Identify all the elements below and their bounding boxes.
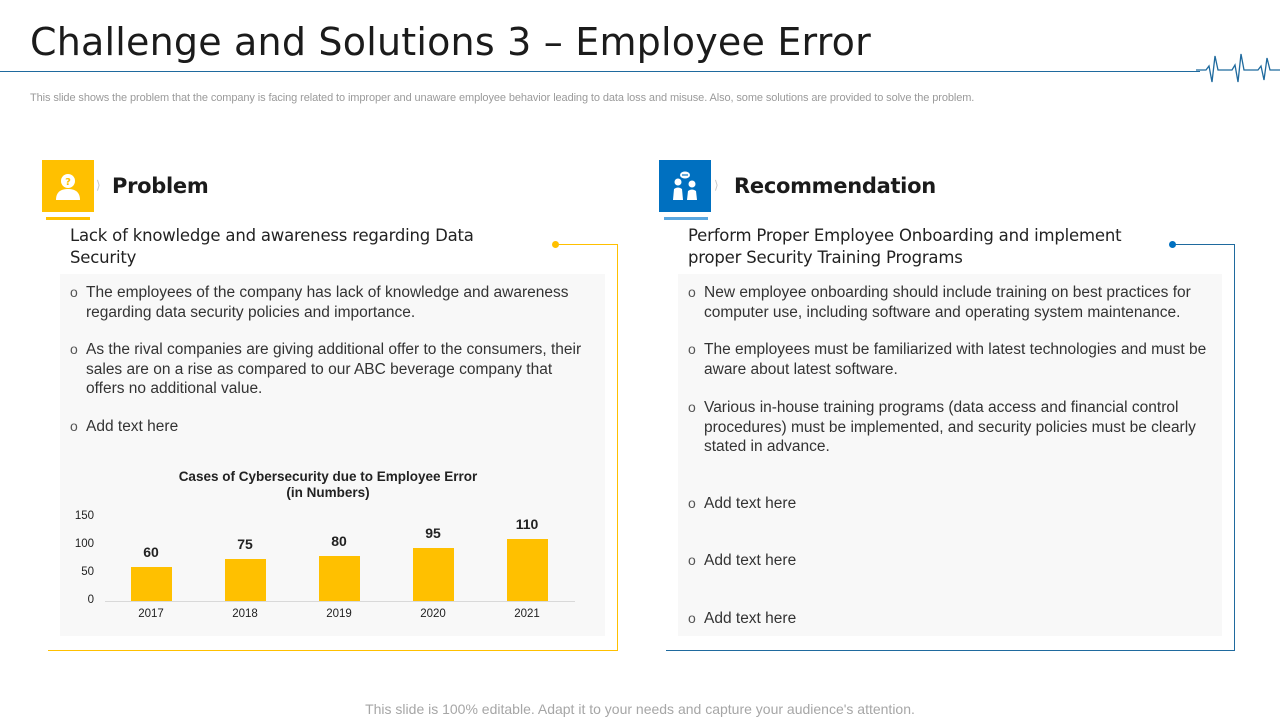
- y-tick-label: 100: [74, 538, 94, 550]
- data-label: 95: [425, 524, 441, 541]
- people-discussion-icon: [668, 170, 702, 202]
- recommendation-frame-bottom: [666, 650, 1235, 651]
- page-title: Challenge and Solutions 3 – Employee Error: [30, 20, 871, 64]
- data-label: 110: [515, 516, 539, 533]
- data-label: 60: [143, 544, 159, 561]
- bar-2017: [131, 567, 172, 601]
- problem-title: Problem: [112, 174, 209, 198]
- list-item: o As the rival companies are giving additional offer to the consumers, their sales are on a rise as compared to our ABC beverage company that offers no additional value.: [70, 341, 582, 397]
- bar-2018: [225, 559, 266, 601]
- bar-2019: [319, 556, 360, 601]
- y-tick-label: 150: [74, 510, 94, 522]
- list-item: o Add text here: [688, 552, 797, 569]
- svg-text:?: ?: [65, 177, 71, 188]
- title-divider: [0, 71, 1200, 72]
- x-tick-label: 2019: [326, 608, 352, 620]
- x-tick-label: 2020: [420, 608, 446, 620]
- page-subtitle: This slide shows the problem that the company is facing related to improper and unaware employee behavior leading to data loss and misuse. Also, some solutions are provided to solve the problem.: [30, 92, 975, 104]
- list-item: o New employee onboarding should include training on best practices for computer use, including software and operating system maintenance.: [688, 284, 1191, 321]
- heartbeat-icon: [1196, 52, 1280, 88]
- list-item: o The employees of the company has lack of knowledge and awareness regarding data security policies and importance.: [70, 284, 569, 321]
- chevron-right-icon: ⟩: [714, 178, 719, 192]
- chevron-right-icon: ⟩: [96, 178, 101, 192]
- chart-x-axis: [105, 601, 575, 602]
- list-item: o Add text here: [688, 495, 797, 512]
- x-tick-label: 2017: [138, 608, 164, 620]
- y-tick-label: 0: [87, 594, 94, 606]
- problem-icon-underline: [46, 217, 90, 220]
- bar-2021: [507, 539, 548, 601]
- recommendation-icon-underline: [664, 217, 708, 220]
- x-tick-label: 2021: [514, 608, 540, 620]
- problem-frame-right: [617, 244, 618, 651]
- list-item: o The employees must be familiarized with latest technologies and must be aware about latest software.: [688, 341, 1207, 378]
- y-tick-label: 50: [81, 566, 94, 578]
- recommendation-frame-dot: [1169, 241, 1176, 248]
- recommendation-lead: Perform Proper Employee Onboarding and implement proper Security Training Programs: [688, 226, 1122, 267]
- x-tick-label: 2018: [232, 608, 258, 620]
- person-question-icon: [52, 170, 84, 202]
- problem-lead: Lack of knowledge and awareness regarding Data Security: [70, 226, 474, 267]
- problem-frame-bottom: [48, 650, 618, 651]
- problem-icon-tile: [42, 160, 94, 212]
- list-item: o Add text here: [688, 610, 797, 627]
- bar-2020: [413, 548, 454, 601]
- recommendation-title: Recommendation: [734, 174, 936, 198]
- problem-frame-dot: [552, 241, 559, 248]
- problem-frame-top: [556, 244, 618, 245]
- chart-title: Cases of Cybersecurity due to Employee Error (in Numbers): [178, 469, 478, 500]
- recommendation-frame-top: [1173, 244, 1235, 245]
- data-label: 75: [237, 536, 253, 552]
- recommendation-frame-right: [1234, 244, 1235, 651]
- recommendation-icon-tile: [659, 160, 711, 212]
- footer-note: This slide is 100% editable. Adapt it to your needs and capture your audience's attention.: [365, 701, 915, 717]
- data-label: 80: [331, 533, 347, 550]
- list-item: o Various in-house training programs (data access and financial control procedures) must be implemented, and security policies must be clearly stated in advance.: [688, 399, 1196, 455]
- list-item: o Add text here: [70, 418, 179, 435]
